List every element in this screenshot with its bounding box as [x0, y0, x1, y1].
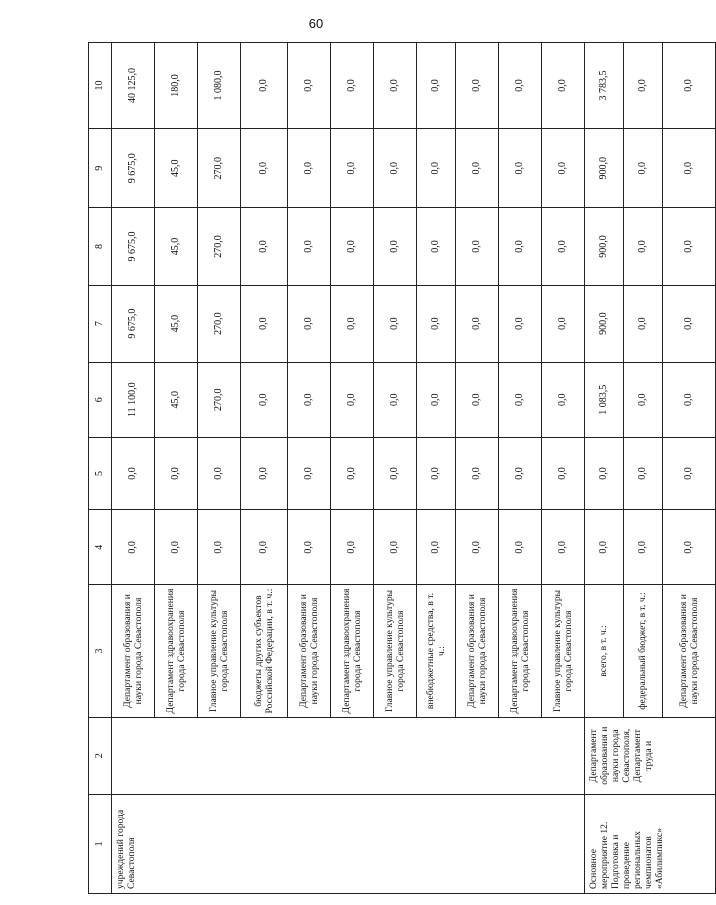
- value-cell: 0,0: [241, 437, 288, 510]
- value-cell: 0,0: [155, 437, 198, 510]
- value-cell: 0,0: [542, 437, 585, 510]
- value-cell: 0,0: [417, 510, 456, 585]
- value-cell: 0,0: [374, 129, 417, 208]
- header-cell: 4: [89, 510, 112, 585]
- value-cell: 0,0: [663, 208, 716, 285]
- value-cell: 0,0: [417, 208, 456, 285]
- executor-cell: [112, 717, 585, 794]
- funding-source-cell: Департамент образования и науки города Севастополя: [663, 585, 716, 717]
- value-cell: 0,0: [624, 208, 663, 285]
- header-cell: 1: [89, 794, 112, 893]
- value-cell: 1 080,0: [198, 43, 241, 129]
- value-cell: 0,0: [624, 510, 663, 585]
- value-cell: 0,0: [112, 510, 155, 585]
- value-cell: 0,0: [456, 43, 499, 129]
- value-cell: 270,0: [198, 362, 241, 437]
- value-cell: 900,0: [585, 208, 624, 285]
- funding-source-cell: Главное управление культуры города Севастополя: [198, 585, 241, 717]
- funding-source-cell: всего, в т. ч.:: [585, 585, 624, 717]
- value-cell: 11 100,0: [112, 362, 155, 437]
- value-cell: 0,0: [663, 129, 716, 208]
- value-cell: 40 125,0: [112, 43, 155, 129]
- measure-name-cell: Основное мероприятие 12. Подготовка и проведение региональных чемпионатов «Абилимпикс»: [585, 794, 716, 893]
- value-cell: 900,0: [585, 129, 624, 208]
- value-cell: 0,0: [542, 208, 585, 285]
- value-cell: 0,0: [241, 208, 288, 285]
- value-cell: 0,0: [417, 129, 456, 208]
- value-cell: 0,0: [288, 129, 331, 208]
- value-cell: 9 675,0: [112, 285, 155, 362]
- value-cell: 0,0: [499, 285, 542, 362]
- funding-source-cell: Департамент здравоохранения города Севастополя: [331, 585, 374, 717]
- value-cell: 0,0: [417, 362, 456, 437]
- funding-source-cell: Главное управление культуры города Севастополя: [542, 585, 585, 717]
- value-cell: 45,0: [155, 208, 198, 285]
- value-cell: 0,0: [331, 362, 374, 437]
- header-cell: 2: [89, 717, 112, 794]
- table-row: [112, 43, 155, 894]
- budget-table: [88, 42, 716, 894]
- value-cell: 0,0: [456, 437, 499, 510]
- value-cell: 0,0: [456, 510, 499, 585]
- value-cell: 0,0: [374, 285, 417, 362]
- table-row: [585, 43, 624, 894]
- value-cell: 0,0: [331, 208, 374, 285]
- value-cell: 0,0: [456, 362, 499, 437]
- value-cell: 0,0: [331, 285, 374, 362]
- value-cell: 0,0: [663, 437, 716, 510]
- value-cell: 0,0: [241, 285, 288, 362]
- value-cell: 0,0: [288, 362, 331, 437]
- header-cell: 9: [89, 129, 112, 208]
- value-cell: 1 083,5: [585, 362, 624, 437]
- value-cell: 900,0: [585, 285, 624, 362]
- funding-source-cell: внебюджетные средства, в т. ч.:: [417, 585, 456, 717]
- header-cell: 5: [89, 437, 112, 510]
- value-cell: 0,0: [585, 437, 624, 510]
- value-cell: 0,0: [542, 129, 585, 208]
- header-cell: 10: [89, 43, 112, 129]
- value-cell: 45,0: [155, 129, 198, 208]
- value-cell: 0,0: [241, 43, 288, 129]
- value-cell: 0,0: [624, 43, 663, 129]
- value-cell: 0,0: [331, 43, 374, 129]
- funding-source-cell: Департамент здравоохранения города Севастополя: [155, 585, 198, 717]
- executor-cell: Департамент образования и науки города Севастополя, Департамент труда и: [585, 717, 716, 794]
- value-cell: 0,0: [542, 362, 585, 437]
- value-cell: 0,0: [585, 510, 624, 585]
- funding-source-cell: Департамент образования и науки города Севастополя: [112, 585, 155, 717]
- value-cell: 0,0: [663, 510, 716, 585]
- value-cell: 0,0: [499, 510, 542, 585]
- value-cell: 0,0: [288, 437, 331, 510]
- value-cell: 0,0: [499, 129, 542, 208]
- value-cell: 0,0: [374, 208, 417, 285]
- value-cell: 45,0: [155, 362, 198, 437]
- value-cell: 0,0: [417, 437, 456, 510]
- header-cell: 8: [89, 208, 112, 285]
- value-cell: 0,0: [374, 362, 417, 437]
- header-row: [89, 43, 112, 894]
- value-cell: 0,0: [499, 437, 542, 510]
- value-cell: 0,0: [456, 129, 499, 208]
- value-cell: 0,0: [241, 129, 288, 208]
- funding-source-cell: Департамент здравоохранения города Севастополя: [499, 585, 542, 717]
- header-cell: 3: [89, 585, 112, 717]
- value-cell: 0,0: [417, 285, 456, 362]
- funding-source-cell: Департамент образования и науки города Севастополя: [288, 585, 331, 717]
- value-cell: 0,0: [374, 437, 417, 510]
- value-cell: 0,0: [288, 43, 331, 129]
- value-cell: 0,0: [499, 362, 542, 437]
- value-cell: 0,0: [155, 510, 198, 585]
- value-cell: 0,0: [198, 437, 241, 510]
- header-cell: 6: [89, 362, 112, 437]
- value-cell: 0,0: [331, 129, 374, 208]
- value-cell: 0,0: [374, 43, 417, 129]
- value-cell: 3 783,5: [585, 43, 624, 129]
- value-cell: 0,0: [374, 510, 417, 585]
- value-cell: 45,0: [155, 285, 198, 362]
- value-cell: 0,0: [417, 43, 456, 129]
- value-cell: 0,0: [331, 437, 374, 510]
- value-cell: 0,0: [456, 208, 499, 285]
- header-cell: 7: [89, 285, 112, 362]
- measure-name-cell: учреждений города Севастополя: [112, 794, 585, 893]
- value-cell: 0,0: [241, 362, 288, 437]
- value-cell: 270,0: [198, 285, 241, 362]
- value-cell: 0,0: [112, 437, 155, 510]
- value-cell: 270,0: [198, 129, 241, 208]
- value-cell: 270,0: [198, 208, 241, 285]
- value-cell: 0,0: [288, 285, 331, 362]
- value-cell: 0,0: [288, 208, 331, 285]
- value-cell: 0,0: [288, 510, 331, 585]
- funding-source-cell: Главное управление культуры города Севастополя: [374, 585, 417, 717]
- value-cell: 0,0: [542, 43, 585, 129]
- value-cell: 0,0: [198, 510, 241, 585]
- value-cell: 0,0: [241, 510, 288, 585]
- funding-source-cell: Департамент образования и науки города Севастополя: [456, 585, 499, 717]
- value-cell: 0,0: [624, 362, 663, 437]
- rotated-table-wrapper: [88, 42, 700, 894]
- value-cell: 0,0: [542, 510, 585, 585]
- value-cell: 0,0: [663, 362, 716, 437]
- value-cell: 0,0: [499, 43, 542, 129]
- value-cell: 0,0: [542, 285, 585, 362]
- value-cell: 0,0: [624, 285, 663, 362]
- value-cell: 9 675,0: [112, 129, 155, 208]
- value-cell: 0,0: [456, 285, 499, 362]
- value-cell: 180,0: [155, 43, 198, 129]
- value-cell: 0,0: [624, 437, 663, 510]
- value-cell: 0,0: [663, 43, 716, 129]
- value-cell: 9 675,0: [112, 208, 155, 285]
- page-number: 60: [308, 16, 324, 31]
- value-cell: 0,0: [624, 129, 663, 208]
- funding-source-cell: федеральный бюджет, в т. ч.:: [624, 585, 663, 717]
- value-cell: 0,0: [499, 208, 542, 285]
- value-cell: 0,0: [663, 285, 716, 362]
- value-cell: 0,0: [331, 510, 374, 585]
- funding-source-cell: бюджеты других субъектов Российской Федерации, в т. ч.:: [241, 585, 288, 717]
